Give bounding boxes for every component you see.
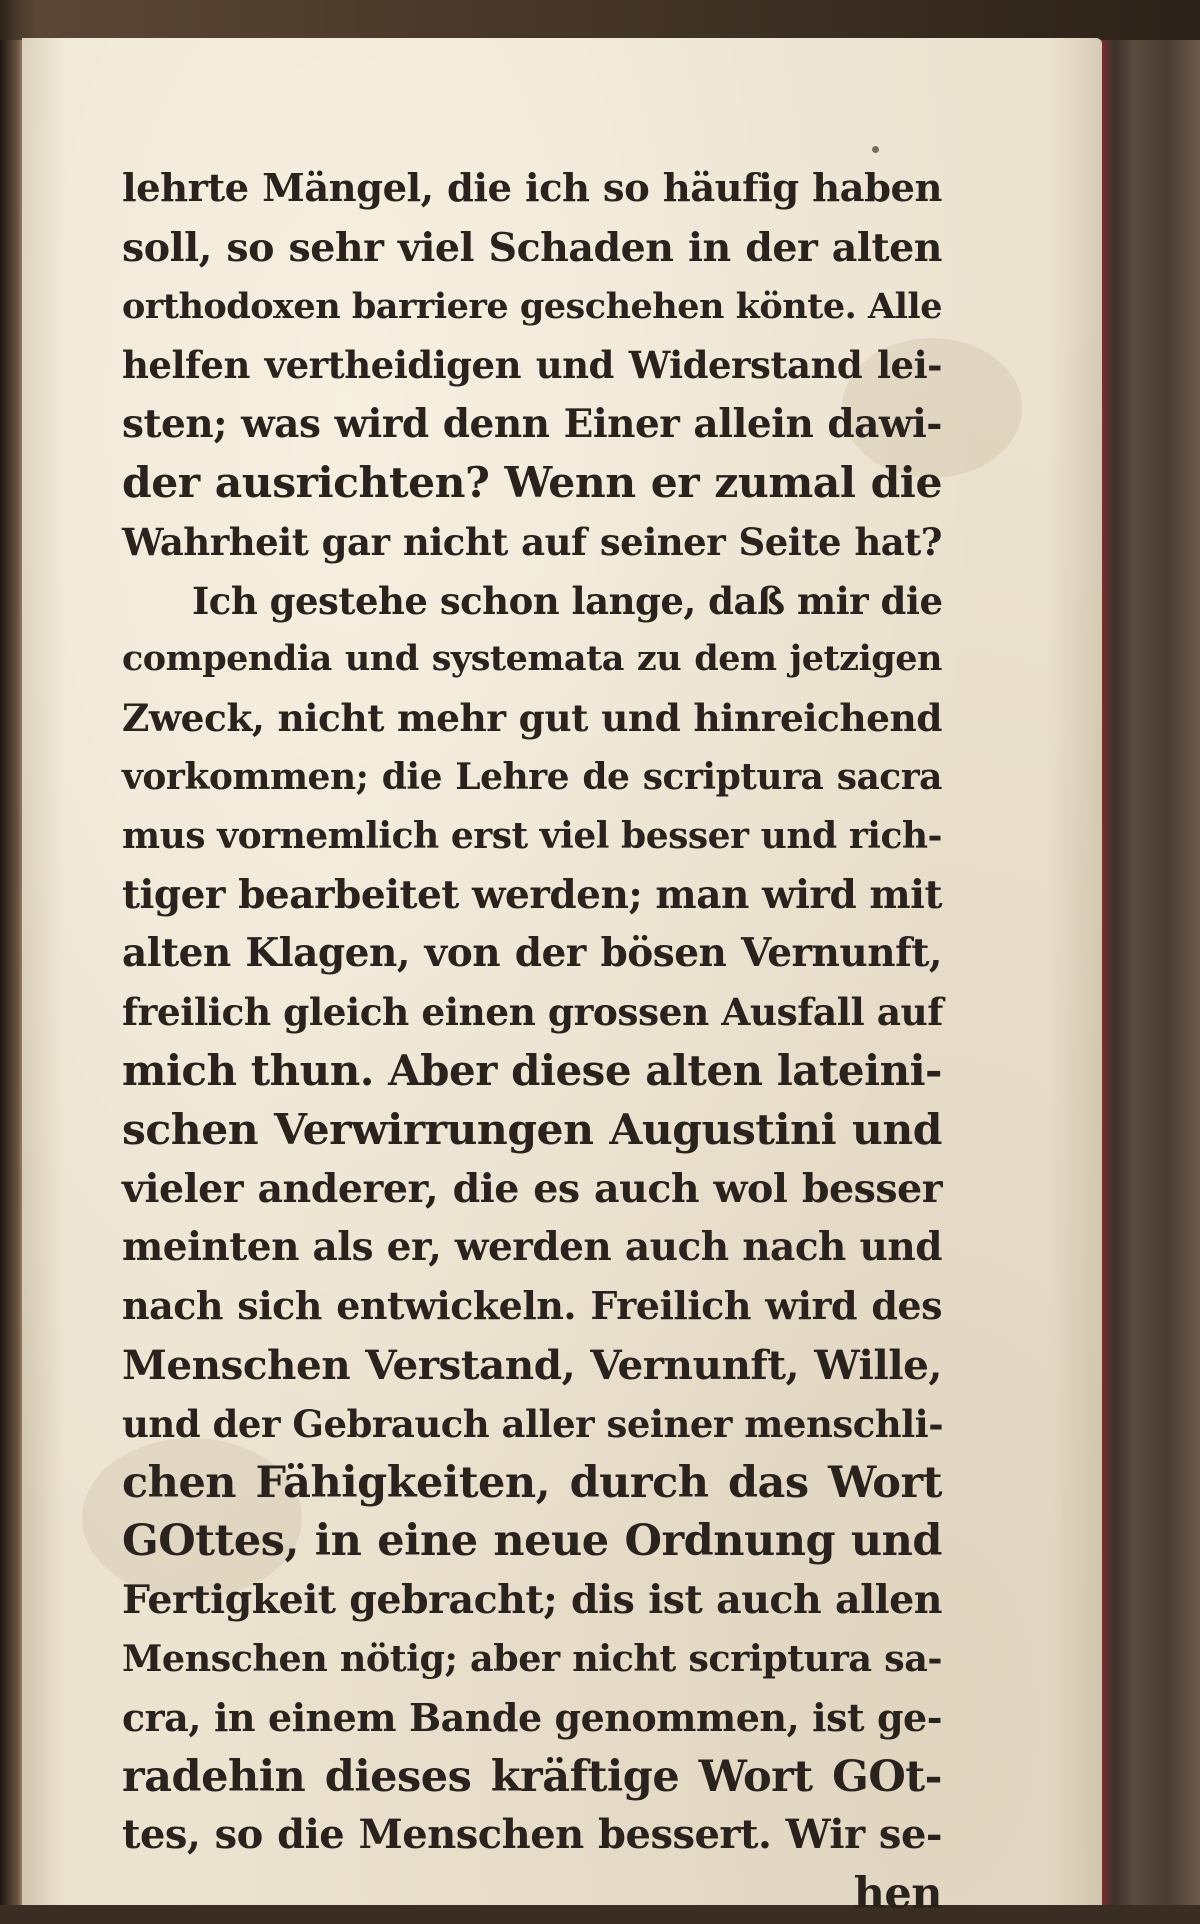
text-line: Fertigkeit gebracht; dis ist auch allen bbox=[122, 1577, 942, 1624]
text-line: und der Gebrauch aller seiner menschli- bbox=[122, 1401, 944, 1446]
text-line: schen Verwirrungen Augustini und bbox=[122, 1104, 942, 1155]
catchword: hen bbox=[853, 1869, 942, 1920]
text-line: mus vornemlich erst viel besser und rich- bbox=[122, 814, 942, 857]
text-line: alten Klagen, von der bösen Vernunft, bbox=[122, 930, 942, 977]
text-line: soll, so sehr viel Schaden in der alten bbox=[122, 224, 942, 271]
page-text bbox=[122, 160, 942, 1924]
text-line: mich thun. Aber diese alten lateini- bbox=[122, 1045, 942, 1095]
ink-dot bbox=[872, 146, 879, 153]
text-line: Zweck, nicht mehr gut und hinreichend bbox=[122, 696, 942, 741]
book-cover-edge bbox=[1090, 40, 1200, 1905]
text-line: GOttes, in eine neue Ordnung und bbox=[122, 1516, 942, 1567]
text-line: helfen vertheidigen und Widerstand lei- bbox=[122, 343, 942, 388]
text-line: lehrte Mängel, die ich so häufig haben bbox=[122, 166, 942, 211]
text-line: Wahrheit gar nicht auf seiner Seite hat? bbox=[122, 519, 942, 564]
text-line: cra, in einem Bande genommen, ist ge- bbox=[122, 1694, 942, 1740]
text-line: Ich gestehe schon lange, daß mir die bbox=[192, 578, 943, 623]
text-line: vorkommen; die Lehre de scriptura sacra bbox=[122, 755, 942, 798]
text-line: compendia und systemata zu dem jetzigen bbox=[122, 638, 942, 680]
text-line: vieler anderer, die es auch wol besser bbox=[122, 1165, 942, 1212]
text-line: meinten als er, werden auch nach und bbox=[122, 1224, 942, 1271]
text-line: chen Fähigkeiten, durch das Wort bbox=[122, 1457, 942, 1508]
text-line: Menschen Verstand, Vernunft, Wille, bbox=[122, 1340, 942, 1389]
text-line: freilich gleich einen grossen Ausfall auf bbox=[122, 990, 943, 1035]
text-line: tes, so die Menschen bessert. Wir se- bbox=[122, 1811, 942, 1859]
text-line: sten; was wird denn Einer allein dawi- bbox=[122, 401, 942, 448]
text-line: der ausrichten? Wenn er zumal die bbox=[122, 457, 942, 508]
text-line: radehin dieses kräftige Wort GOt- bbox=[122, 1751, 942, 1802]
text-line: Menschen nötig; aber nicht scriptura sa- bbox=[122, 1636, 942, 1680]
text-line: nach sich entwickeln. Freilich wird des bbox=[122, 1283, 942, 1329]
text-line: tiger bearbeitet werden; man wird mit bbox=[122, 871, 942, 918]
text-line: orthodoxen barriere geschehen könte. Alle bbox=[122, 285, 942, 327]
